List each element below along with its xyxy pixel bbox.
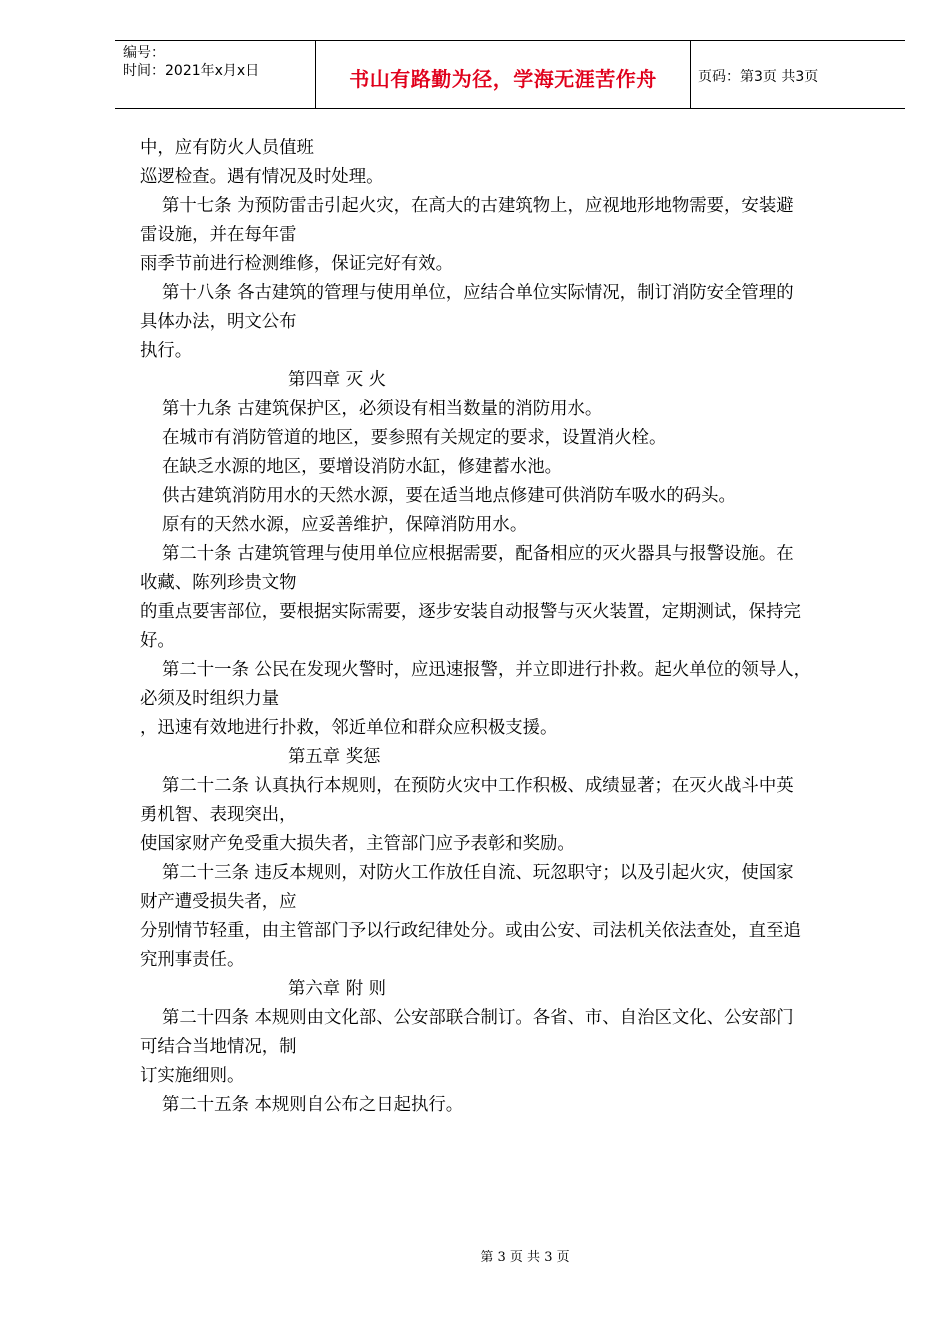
body-line: 中，应有防火人员值班 — [140, 138, 314, 158]
header-motto-cell — [315, 41, 691, 108]
body-line: 巡逻检查。遇有情况及时处理。 — [140, 167, 384, 187]
document-body — [140, 134, 880, 1120]
time-label: 时间：2021年x月x日 — [123, 63, 260, 79]
body-line: 供古建筑消防用水的天然水源，要在适当地点修建可供消防车吸水的码头。 — [162, 486, 736, 506]
body-line: 收藏、陈列珍贵文物 — [140, 573, 297, 593]
chapter-heading: 第四章 灭 火 — [288, 370, 387, 390]
body-line: 原有的天然水源，应妥善维护，保障消防用水。 — [162, 515, 528, 535]
header-page-cell — [690, 41, 905, 108]
body-line: 第十八条 各古建筑的管理与使用单位，应结合单位实际情况，制订消防安全管理的 — [162, 283, 794, 303]
body-line: 第二十四条 本规则由文化部、公安部联合制订。各省、市、自治区文化、公安部门 — [162, 1008, 794, 1028]
body-line: 雷设施，并在每年雷 — [140, 225, 297, 245]
body-line: 财产遭受损失者，应 — [140, 892, 297, 912]
body-line: 使国家财产免受重大损失者，主管部门应予表彰和奖励。 — [140, 834, 575, 854]
body-line: 第二十三条 违反本规则，对防火工作放任自流、玩忽职守；以及引起火灾，使国家 — [162, 863, 794, 883]
body-line: 执行。 — [140, 341, 193, 361]
body-line: 雨季节前进行检测维修，保证完好有效。 — [140, 254, 454, 274]
body-line: 可结合当地情况，制 — [140, 1037, 297, 1057]
page-footer: 第 3 页 共 3 页 — [480, 1250, 570, 1265]
body-line: 具体办法，明文公布 — [140, 312, 297, 332]
chapter-heading: 第五章 奖惩 — [288, 747, 381, 767]
body-line: 在缺乏水源的地区，要增设消防水缸，修建蓄水池。 — [162, 457, 562, 477]
body-line: 第二十一条 公民在发现火警时，应迅速报警，并立即进行扑救。起火单位的领导人， — [162, 660, 811, 680]
body-line: 订实施细则。 — [140, 1066, 245, 1086]
body-line: 勇机智、表现突出， — [140, 805, 297, 825]
body-line: 必须及时组织力量 — [140, 689, 280, 709]
body-line: 好。 — [140, 631, 175, 651]
body-line: 究刑事责任。 — [140, 950, 245, 970]
header-meta-cell — [115, 41, 315, 108]
body-line: 第十七条 为预防雷击引起火灾，在高大的古建筑物上，应视地形地物需要，安装避 — [162, 196, 794, 216]
body-line: 第十九条 古建筑保护区，必须设有相当数量的消防用水。 — [162, 399, 603, 419]
body-line: 第二十二条 认真执行本规则，在预防火灾中工作积极、成绩显著；在灭火战斗中英 — [162, 776, 794, 796]
page-header — [115, 40, 905, 109]
body-line: 第二十五条 本规则自公布之日起执行。 — [162, 1095, 464, 1115]
chapter-heading: 第六章 附 则 — [288, 979, 387, 999]
body-line: 分别情节轻重，由主管部门予以行政纪律处分。或由公安、司法机关依法查处，直至追 — [140, 921, 801, 941]
body-line: ，迅速有效地进行扑救，邻近单位和群众应积极支援。 — [140, 718, 558, 738]
body-line: 第二十条 古建筑管理与使用单位应根据需要，配备相应的灭火器具与报警设施。在 — [162, 544, 794, 564]
number-label: 编号： — [123, 45, 165, 61]
body-line: 的重点要害部位，要根据实际需要，逐步安装自动报警与灭火装置，定期测试，保持完 — [140, 602, 801, 622]
motto-text: 书山有路勤为径，学海无涯苦作舟 — [349, 67, 657, 91]
body-line: 在城市有消防管道的地区，要参照有关规定的要求，设置消火栓。 — [162, 428, 667, 448]
page-label: 页码：第3页 共3页 — [698, 69, 819, 85]
